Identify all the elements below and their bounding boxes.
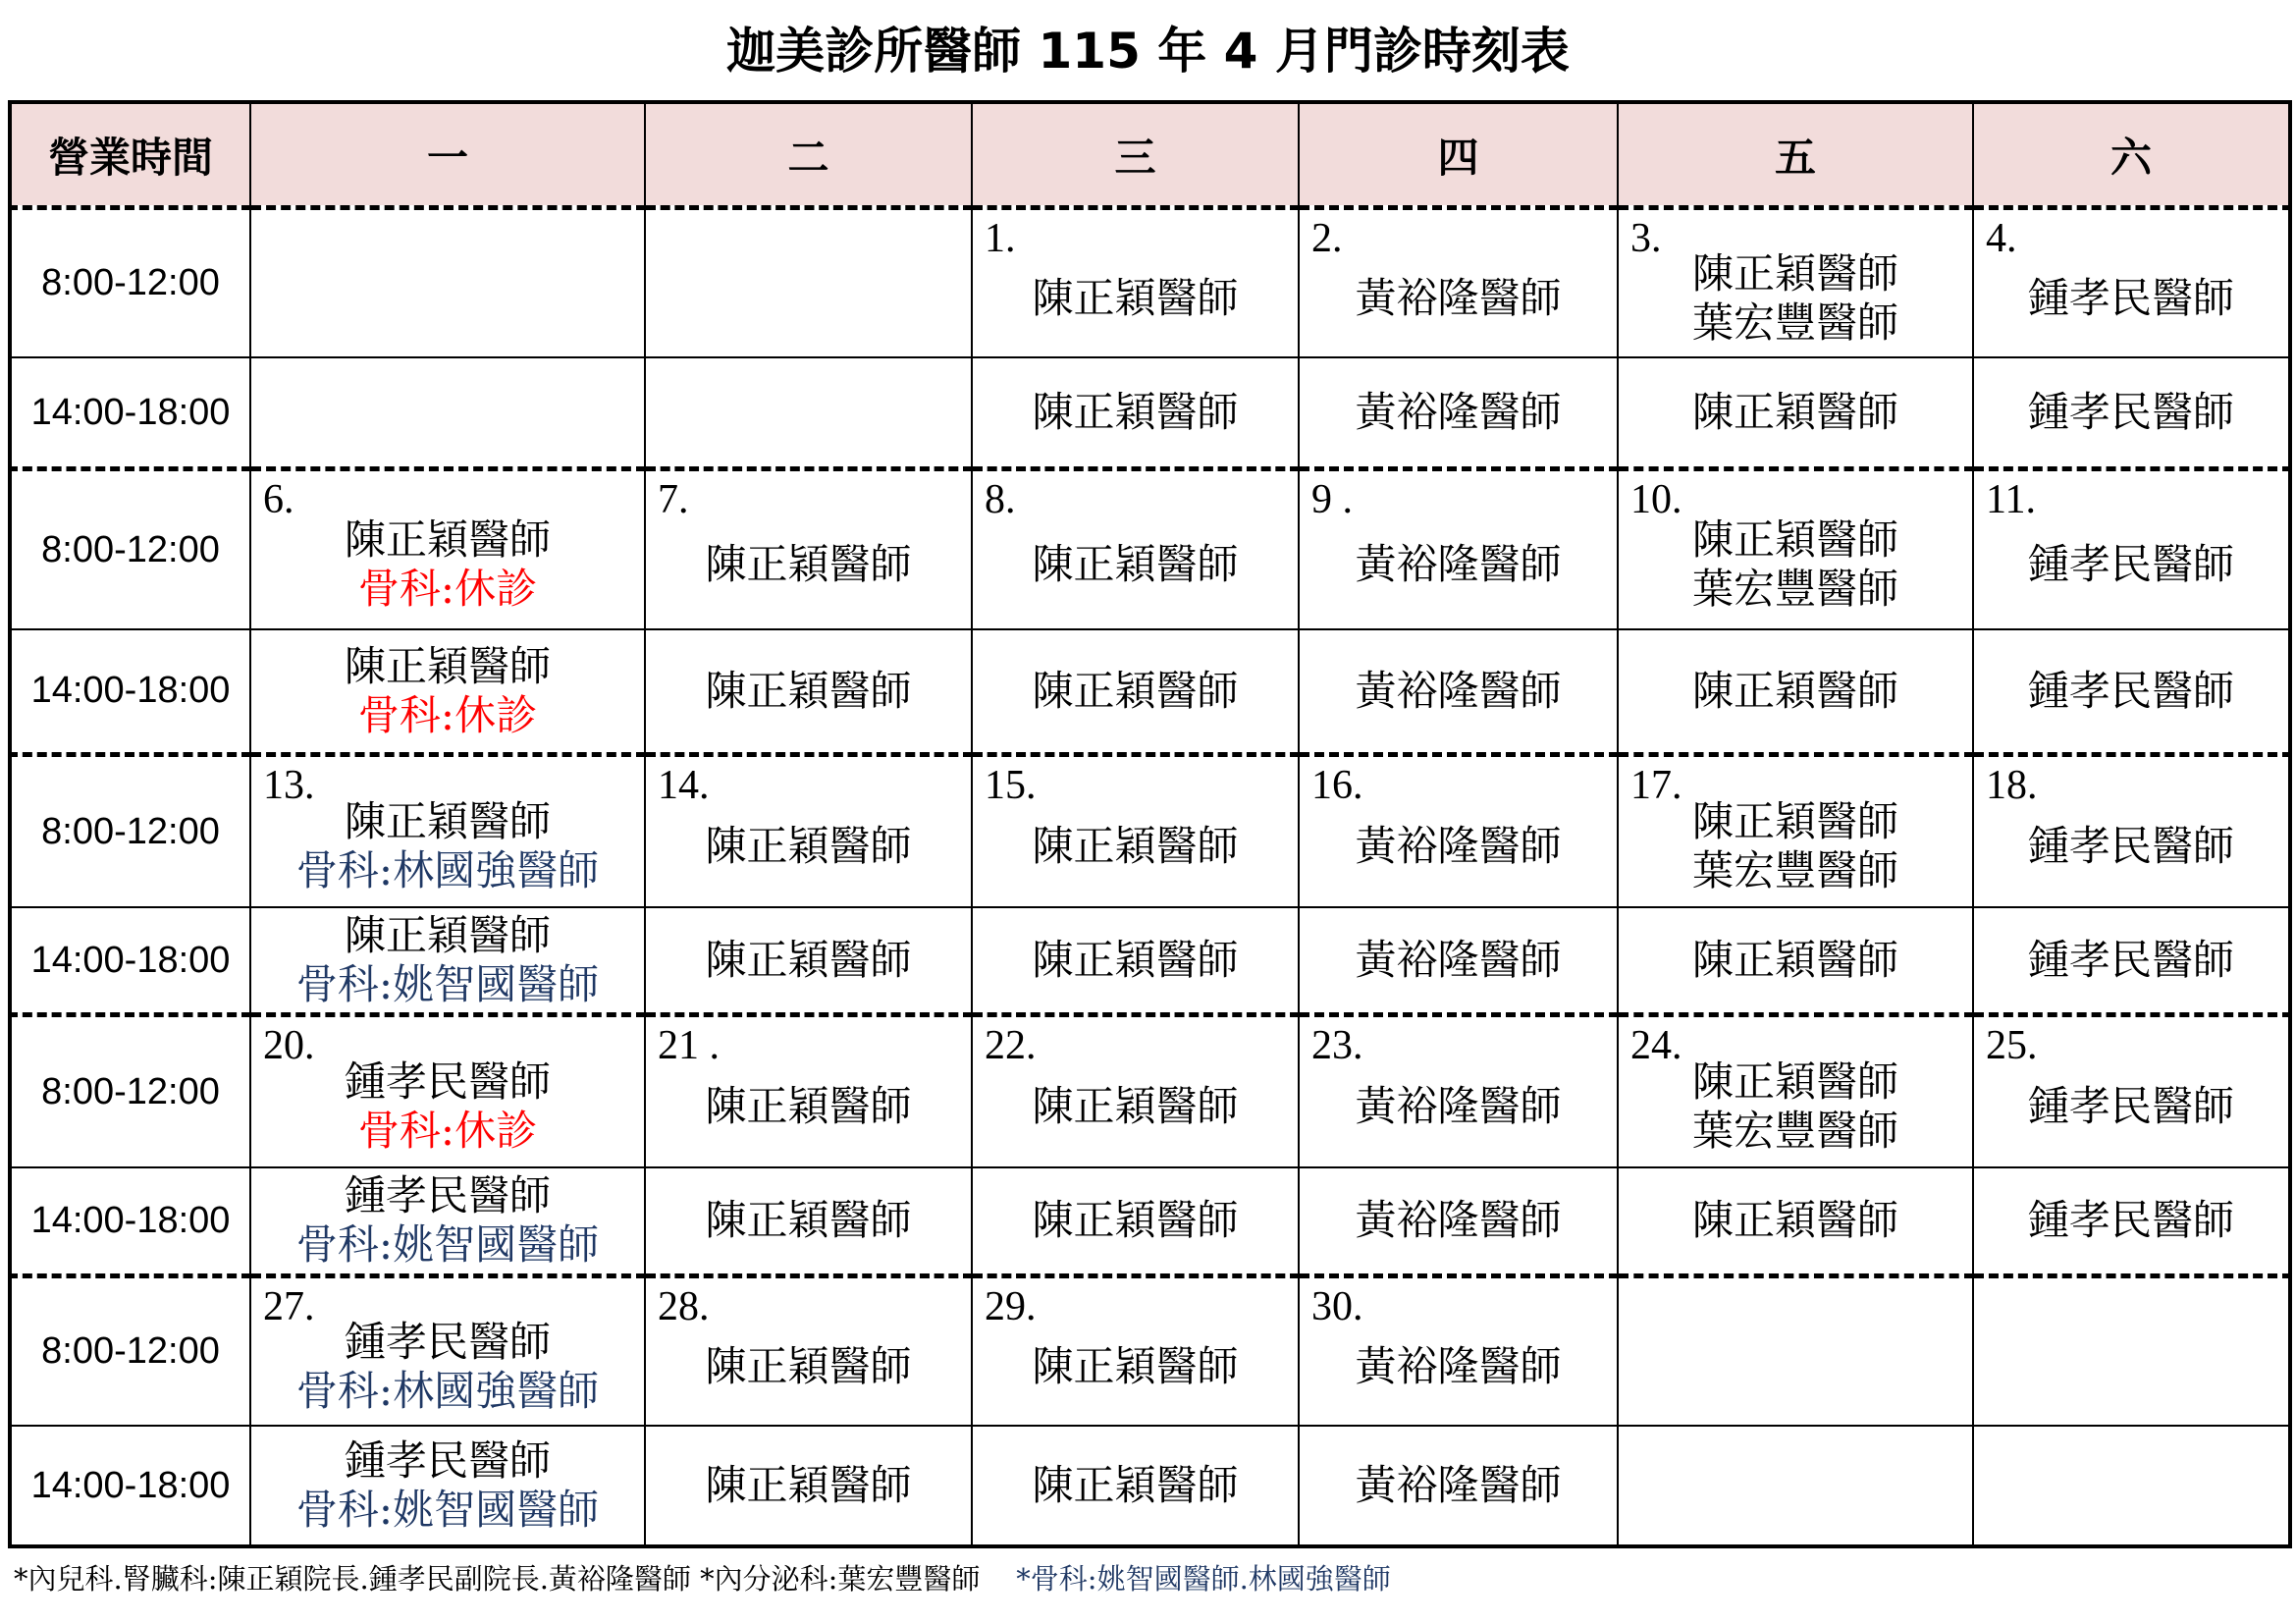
schedule-cell — [1299, 755, 1618, 908]
header-thu: 四 — [1299, 102, 1618, 208]
doctor-name: 黃裕隆醫師 — [1355, 822, 1562, 871]
doctor-name: 黃裕隆醫師 — [1355, 1196, 1562, 1245]
date-label: 23. — [1311, 1023, 1363, 1069]
schedule-cell — [645, 469, 972, 629]
schedule-cell — [972, 469, 1299, 629]
schedule-cell — [250, 907, 645, 1015]
schedule-cell — [1299, 629, 1618, 755]
doctor-name: 鍾孝民醫師 — [2027, 666, 2234, 715]
schedule-cell — [645, 629, 972, 755]
doctor-list — [973, 511, 1298, 589]
orthopedics-note: 骨科:休診 — [357, 565, 538, 614]
orthopedics-note: 骨科:林國強醫師 — [295, 1366, 600, 1415]
doctor-name: 陳正穎醫師 — [344, 515, 551, 565]
footnote — [14, 1557, 2291, 1597]
date-label: 25. — [1986, 1023, 2038, 1069]
date-label: 21 . — [658, 1023, 720, 1069]
doctor-list — [1619, 388, 1972, 437]
doctor-list — [1974, 936, 2288, 985]
doctor-name: 黃裕隆醫師 — [1355, 1461, 1562, 1510]
doctor-name: 鍾孝民醫師 — [2027, 1196, 2234, 1245]
doctor-list — [1300, 667, 1617, 716]
orthopedics-note: 骨科:休診 — [357, 1107, 538, 1156]
date-label: 9 . — [1311, 477, 1353, 523]
schedule-cell — [250, 1275, 645, 1426]
date-label: 22. — [985, 1023, 1037, 1069]
doctor-name: 陳正穎醫師 — [705, 1196, 912, 1245]
doctor-list — [973, 244, 1298, 323]
doctor-name: 黃裕隆醫師 — [1355, 540, 1562, 589]
doctor-list — [646, 667, 971, 716]
schedule-cell — [645, 1015, 972, 1167]
schedule-cell — [645, 1275, 972, 1426]
time-slot: 8:00-12:00 — [10, 755, 250, 908]
doctor-name: 葉宏豐醫師 — [1691, 298, 1898, 347]
schedule-cell — [250, 755, 645, 908]
schedule-cell — [250, 357, 645, 469]
doctor-list — [1300, 388, 1617, 437]
header-row — [10, 102, 2290, 208]
doctor-name: 葉宏豐醫師 — [1691, 1107, 1898, 1156]
doctor-name: 鍾孝民醫師 — [344, 1436, 551, 1486]
date-label: 27. — [263, 1283, 315, 1329]
date-label: 24. — [1630, 1023, 1682, 1069]
schedule-row — [10, 629, 2290, 755]
doctor-list — [646, 936, 971, 985]
schedule-cell — [250, 1015, 645, 1167]
schedule-cell — [645, 1167, 972, 1276]
doctor-name: 陳正穎醫師 — [1691, 1196, 1898, 1245]
doctor-list — [1619, 667, 1972, 716]
doctor-name: 陳正穎醫師 — [1691, 936, 1898, 985]
time-slot: 14:00-18:00 — [10, 1426, 250, 1546]
schedule-row — [10, 469, 2290, 629]
doctor-name: 鍾孝民醫師 — [344, 1317, 551, 1366]
schedule-cell — [645, 907, 972, 1015]
date-label: 2. — [1311, 216, 1343, 261]
orthopedics-note: 骨科:姚智國醫師 — [295, 1486, 600, 1535]
doctor-list — [1619, 220, 1972, 348]
schedule-cell — [1973, 1015, 2290, 1167]
schedule-row — [10, 1275, 2290, 1426]
doctor-name: 鍾孝民醫師 — [2027, 1082, 2234, 1131]
doctor-name: 陳正穎醫師 — [344, 911, 551, 960]
doctor-list — [1619, 1196, 1972, 1245]
date-label: 15. — [985, 763, 1037, 809]
schedule-cell — [1973, 1426, 2290, 1546]
time-slot: 14:00-18:00 — [10, 907, 250, 1015]
schedule-cell — [972, 1426, 1299, 1546]
date-label: 14. — [658, 763, 710, 809]
schedule-cell — [645, 755, 972, 908]
doctor-list — [973, 667, 1298, 716]
schedule-cell — [1618, 208, 1973, 358]
schedule-row — [10, 1015, 2290, 1167]
doctor-list — [1300, 1461, 1617, 1510]
date-label: 7. — [658, 477, 689, 523]
schedule-cell — [645, 357, 972, 469]
schedule-cell — [972, 208, 1299, 358]
schedule-row — [10, 1426, 2290, 1546]
schedule-cell — [1973, 1167, 2290, 1276]
time-slot: 14:00-18:00 — [10, 629, 250, 755]
schedule-cell — [1299, 357, 1618, 469]
schedule-cell — [972, 1015, 1299, 1167]
schedule-cell — [250, 208, 645, 358]
doctor-list — [973, 1196, 1298, 1245]
doctor-list — [251, 1171, 644, 1270]
schedule-cell — [972, 629, 1299, 755]
doctor-list — [251, 642, 644, 740]
schedule-cell — [1618, 1275, 1973, 1426]
time-slot: 14:00-18:00 — [10, 1167, 250, 1276]
doctor-name: 陳正穎醫師 — [1032, 1082, 1239, 1131]
date-label: 29. — [985, 1283, 1037, 1329]
date-label: 11. — [1986, 477, 2036, 523]
schedule-cell — [1618, 755, 1973, 908]
schedule-cell — [1299, 1275, 1618, 1426]
doctor-name: 黃裕隆醫師 — [1355, 273, 1562, 322]
time-slot: 8:00-12:00 — [10, 1275, 250, 1426]
header-sat: 六 — [1973, 102, 2290, 208]
doctor-name: 鍾孝民醫師 — [2027, 273, 2234, 322]
date-label: 16. — [1311, 763, 1363, 809]
doctor-name: 陳正穎醫師 — [1032, 273, 1239, 322]
doctor-list — [973, 1461, 1298, 1510]
doctor-list — [1300, 1196, 1617, 1245]
schedule-cell — [250, 1426, 645, 1546]
schedule-cell — [1618, 1167, 1973, 1276]
footnote-ortho: *骨科:姚智國醫師.林國強醫師 — [1016, 1562, 1391, 1596]
schedule-cell — [972, 1167, 1299, 1276]
doctor-list — [1974, 388, 2288, 437]
schedule-cell — [1618, 357, 1973, 469]
schedule-cell — [645, 1426, 972, 1546]
schedule-cell — [1973, 469, 2290, 629]
date-label: 13. — [263, 763, 315, 809]
doctor-name: 葉宏豐醫師 — [1691, 846, 1898, 895]
orthopedics-note: 骨科:姚智國醫師 — [295, 1220, 600, 1270]
date-label: 8. — [985, 477, 1016, 523]
doctor-name: 陳正穎醫師 — [705, 1082, 912, 1131]
doctor-name: 陳正穎醫師 — [1032, 666, 1239, 715]
schedule-cell — [1973, 907, 2290, 1015]
date-label: 28. — [658, 1283, 710, 1329]
doctor-name: 鍾孝民醫師 — [2027, 540, 2234, 589]
schedule-cell — [250, 1167, 645, 1276]
header-mon: 一 — [250, 102, 645, 208]
doctor-list — [251, 1436, 644, 1535]
doctor-list — [1300, 244, 1617, 323]
schedule-cell — [250, 629, 645, 755]
date-label: 4. — [1986, 216, 2017, 261]
doctor-list — [973, 388, 1298, 437]
doctor-list — [1619, 936, 1972, 985]
date-label: 3. — [1630, 216, 1662, 261]
schedule-cell — [1299, 907, 1618, 1015]
header-fri: 五 — [1618, 102, 1973, 208]
orthopedics-note: 骨科:林國強醫師 — [295, 846, 600, 895]
doctor-name: 陳正穎醫師 — [1032, 1196, 1239, 1245]
schedule-cell — [972, 907, 1299, 1015]
doctor-name: 陳正穎醫師 — [705, 936, 912, 985]
doctor-list — [251, 486, 644, 614]
doctor-name: 陳正穎醫師 — [705, 540, 912, 589]
date-label: 18. — [1986, 763, 2038, 809]
doctor-name: 陳正穎醫師 — [344, 797, 551, 846]
doctor-name: 陳正穎醫師 — [1691, 797, 1898, 846]
doctor-name: 陳正穎醫師 — [1691, 1057, 1898, 1107]
schedule-cell — [1973, 629, 2290, 755]
doctor-name: 陳正穎醫師 — [344, 641, 551, 690]
doctor-name: 鍾孝民醫師 — [344, 1171, 551, 1220]
schedule-cell — [1299, 469, 1618, 629]
doctor-name: 陳正穎醫師 — [705, 666, 912, 715]
doctor-list — [973, 936, 1298, 985]
doctor-name: 鍾孝民醫師 — [2027, 822, 2234, 871]
schedule-cell — [1299, 1167, 1618, 1276]
schedule-cell — [1618, 907, 1973, 1015]
doctor-name: 陳正穎醫師 — [1032, 1461, 1239, 1510]
doctor-name: 陳正穎醫師 — [1691, 388, 1898, 437]
doctor-name: 黃裕隆醫師 — [1355, 388, 1562, 437]
time-slot: 8:00-12:00 — [10, 469, 250, 629]
schedule-row — [10, 1167, 2290, 1276]
schedule-row — [10, 755, 2290, 908]
schedule-cell — [1973, 208, 2290, 358]
schedule-cell — [972, 357, 1299, 469]
doctor-list — [1300, 936, 1617, 985]
doctor-name: 鍾孝民醫師 — [344, 1057, 551, 1107]
schedule-cell — [1618, 629, 1973, 755]
schedule-cell — [1299, 1426, 1618, 1546]
schedule-cell — [972, 755, 1299, 908]
date-label: 30. — [1311, 1283, 1363, 1329]
schedule-row — [10, 208, 2290, 358]
doctor-name: 陳正穎醫師 — [705, 822, 912, 871]
doctor-name: 陳正穎醫師 — [705, 1341, 912, 1390]
schedule-body — [10, 208, 2290, 1547]
schedule-cell — [972, 1275, 1299, 1426]
doctor-name: 黃裕隆醫師 — [1355, 1341, 1562, 1390]
schedule-cell — [1973, 357, 2290, 469]
doctor-name: 黃裕隆醫師 — [1355, 1082, 1562, 1131]
doctor-name: 陳正穎醫師 — [1691, 248, 1898, 298]
header-tue: 二 — [645, 102, 972, 208]
date-label: 17. — [1630, 763, 1682, 809]
schedule-row — [10, 357, 2290, 469]
doctor-list — [251, 911, 644, 1009]
time-slot: 14:00-18:00 — [10, 357, 250, 469]
doctor-list — [1974, 1196, 2288, 1245]
doctor-list — [646, 1196, 971, 1245]
doctor-name: 陳正穎醫師 — [1032, 1341, 1239, 1390]
doctor-name: 陳正穎醫師 — [1032, 822, 1239, 871]
orthopedics-note: 骨科:休診 — [357, 690, 538, 739]
doctor-name: 陳正穎醫師 — [1032, 388, 1239, 437]
doctor-name: 黃裕隆醫師 — [1355, 936, 1562, 985]
date-label: 10. — [1630, 477, 1682, 523]
orthopedics-note: 骨科:姚智國醫師 — [295, 960, 600, 1009]
date-label: 6. — [263, 477, 294, 523]
doctor-name: 陳正穎醫師 — [1691, 666, 1898, 715]
doctor-name: 葉宏豐醫師 — [1691, 565, 1898, 614]
doctor-list — [646, 511, 971, 589]
schedule-cell — [1618, 1426, 1973, 1546]
doctor-name: 陳正穎醫師 — [1032, 540, 1239, 589]
doctor-name: 陳正穎醫師 — [705, 1461, 912, 1510]
schedule-cell — [1618, 469, 1973, 629]
header-wed: 三 — [972, 102, 1299, 208]
time-slot: 8:00-12:00 — [10, 208, 250, 358]
page-title: 迦美診所醫師 115 年 4 月門診時刻表 — [726, 23, 1570, 80]
schedule-table — [8, 100, 2292, 1548]
doctor-name: 陳正穎醫師 — [1032, 936, 1239, 985]
schedule-cell — [1299, 208, 1618, 358]
doctor-name: 陳正穎醫師 — [1691, 515, 1898, 565]
doctor-list — [1974, 244, 2288, 323]
schedule-cell — [1299, 1015, 1618, 1167]
time-slot: 8:00-12:00 — [10, 1015, 250, 1167]
footnote-internal: *內兒科.腎臟科:陳正穎院長.鍾孝民副院長.黃裕隆醫師 *內分泌科:葉宏豐醫師 — [14, 1562, 981, 1596]
date-label: 1. — [985, 216, 1016, 261]
header-hours: 營業時間 — [10, 102, 250, 208]
doctor-list — [646, 1461, 971, 1510]
doctor-name: 黃裕隆醫師 — [1355, 666, 1562, 715]
doctor-list — [1974, 667, 2288, 716]
schedule-cell — [250, 469, 645, 629]
schedule-cell — [1618, 1015, 1973, 1167]
schedule-cell — [1973, 1275, 2290, 1426]
schedule-cell — [645, 208, 972, 358]
date-label: 20. — [263, 1023, 315, 1069]
schedule-row — [10, 907, 2290, 1015]
schedule-cell — [1973, 755, 2290, 908]
doctor-name: 鍾孝民醫師 — [2027, 388, 2234, 437]
doctor-name: 鍾孝民醫師 — [2027, 936, 2234, 985]
